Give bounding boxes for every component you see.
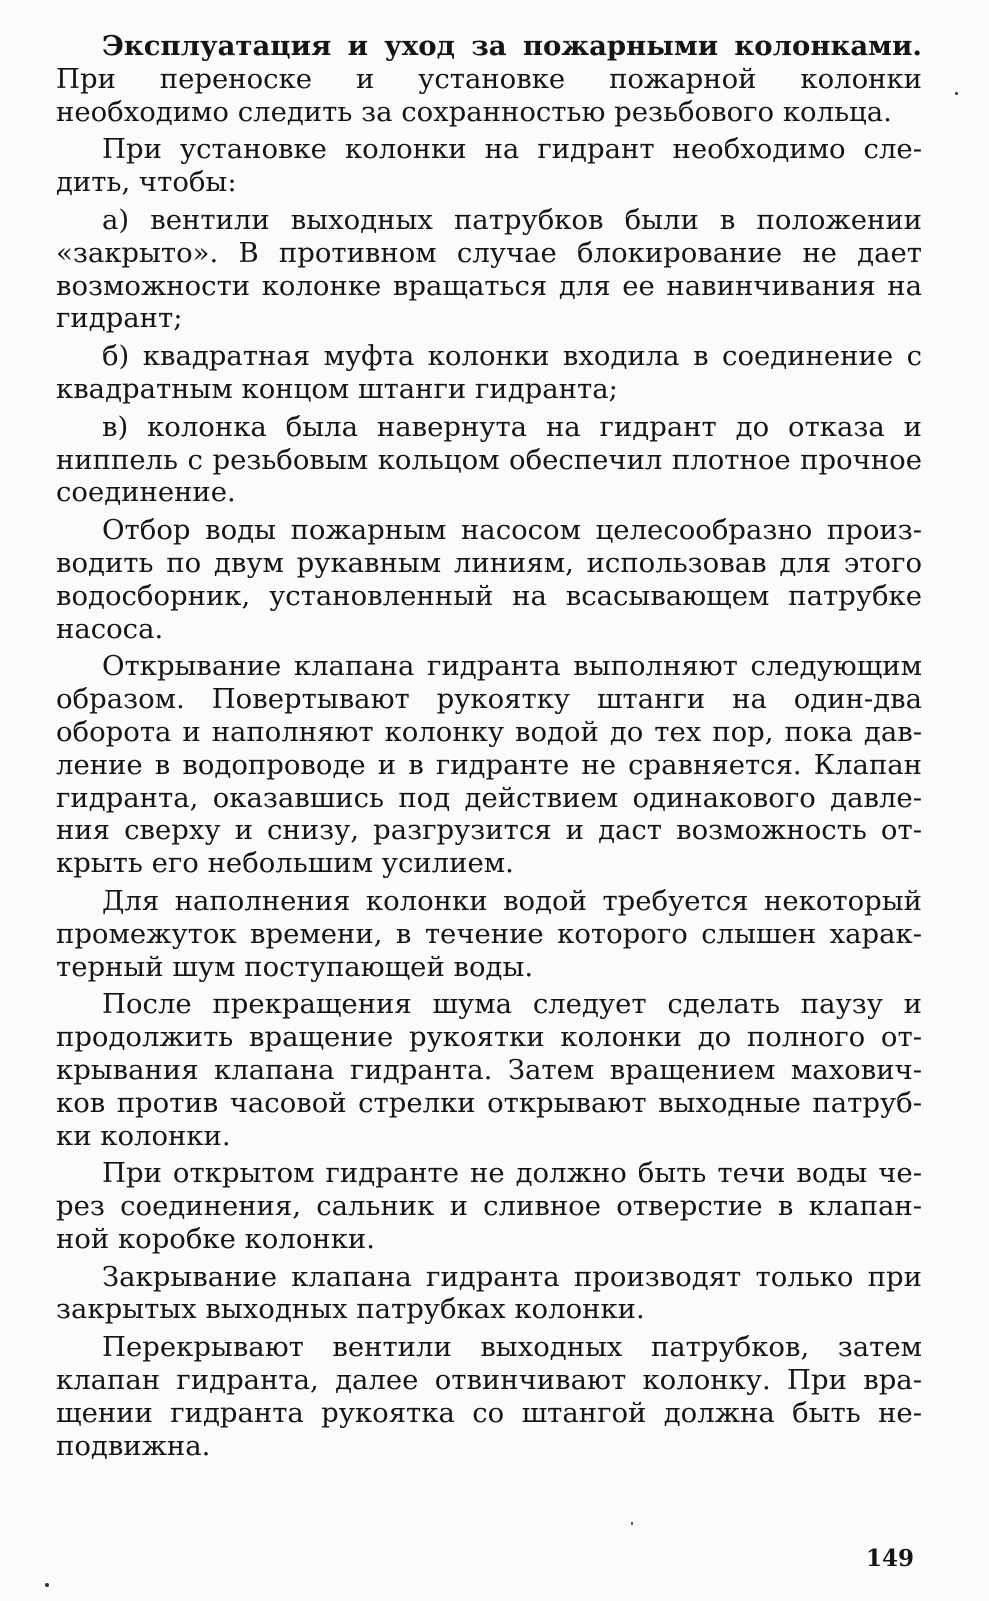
page-body <box>56 30 922 1467</box>
paragraph-12: Перекрывают вентили выходных патрубков, затем клапан гидранта, далее отвинчивают колонку. При вра-щении гидранта рукоятка со штангой должна быть не-подвижна. <box>56 1331 922 1462</box>
paragraph-6: Отбор воды пожарным насосом целесообразно произ-водить по двум рукавным линиям, использовав для этого водосборник, установленный на всасывающем патрубке насоса. <box>56 514 922 645</box>
paragraph-7: Открывание клапана гидранта выполняют следующим образом. Повертывают рукоятку штанги на один-два оборота и наполняют колонку водой до тех пор, пока дав-ление в водопроводе и в гидранте не сравняется. Клапан гидранта, оказавшись под действием одинакового давле-ния сверху и снизу, разгрузится и даст возможность от-крыть его небольшим усилием. <box>56 650 922 880</box>
paragraph-9: После прекращения шума следует сделать паузу и продолжить вращение рукоятки колонки до полного от-крывания клапана гидранта. Затем вращением махович-ков против часовой стрелки открывают выходные патруб-ки колонки. <box>56 988 922 1152</box>
section-heading: Эксплуатация и уход за пожарными колонками. <box>102 30 922 62</box>
page-number: 149 <box>866 1545 915 1572</box>
paragraph-3: а) вентили выходных патрубков были в положении «закрыто». В противном случае блокирование не дает возможности колонке вращаться для ее навинчивания на гидрант; <box>56 203 922 335</box>
paragraph-2: При установке колонки на гидрант необходимо сле-дить, чтобы: <box>56 133 922 199</box>
paragraph-text: При переноске и установке пожарной колонки необходимо следить за сохранностью резьбового кольца. <box>56 62 922 128</box>
scan-speck <box>955 92 958 95</box>
paragraph-11: Закрывание клапана гидранта производят только при закрытых выходных патрубках колонки. <box>56 1260 922 1326</box>
paragraph-5: в) колонка была навернута на гидрант до отказа и ниппель с резьбовым кольцом обеспечил плотное прочное соединение. <box>56 410 922 509</box>
paragraph-4: б) квадратная муфта колонки входила в соединение с квадратным концом штанги гидранта; <box>56 340 922 405</box>
paragraph-10: При открытом гидранте не должно быть течи воды че-рез соединения, сальник и сливное отверстие в клапан-ной коробке колонки. <box>56 1157 922 1255</box>
paragraph-1 <box>56 30 922 128</box>
scan-speck <box>631 1522 633 1525</box>
paragraph-8: Для наполнения колонки водой требуется некоторый промежуток времени, в течение которого слышен харак-терный шум поступающей воды. <box>56 884 922 983</box>
scan-speck <box>45 1583 49 1587</box>
